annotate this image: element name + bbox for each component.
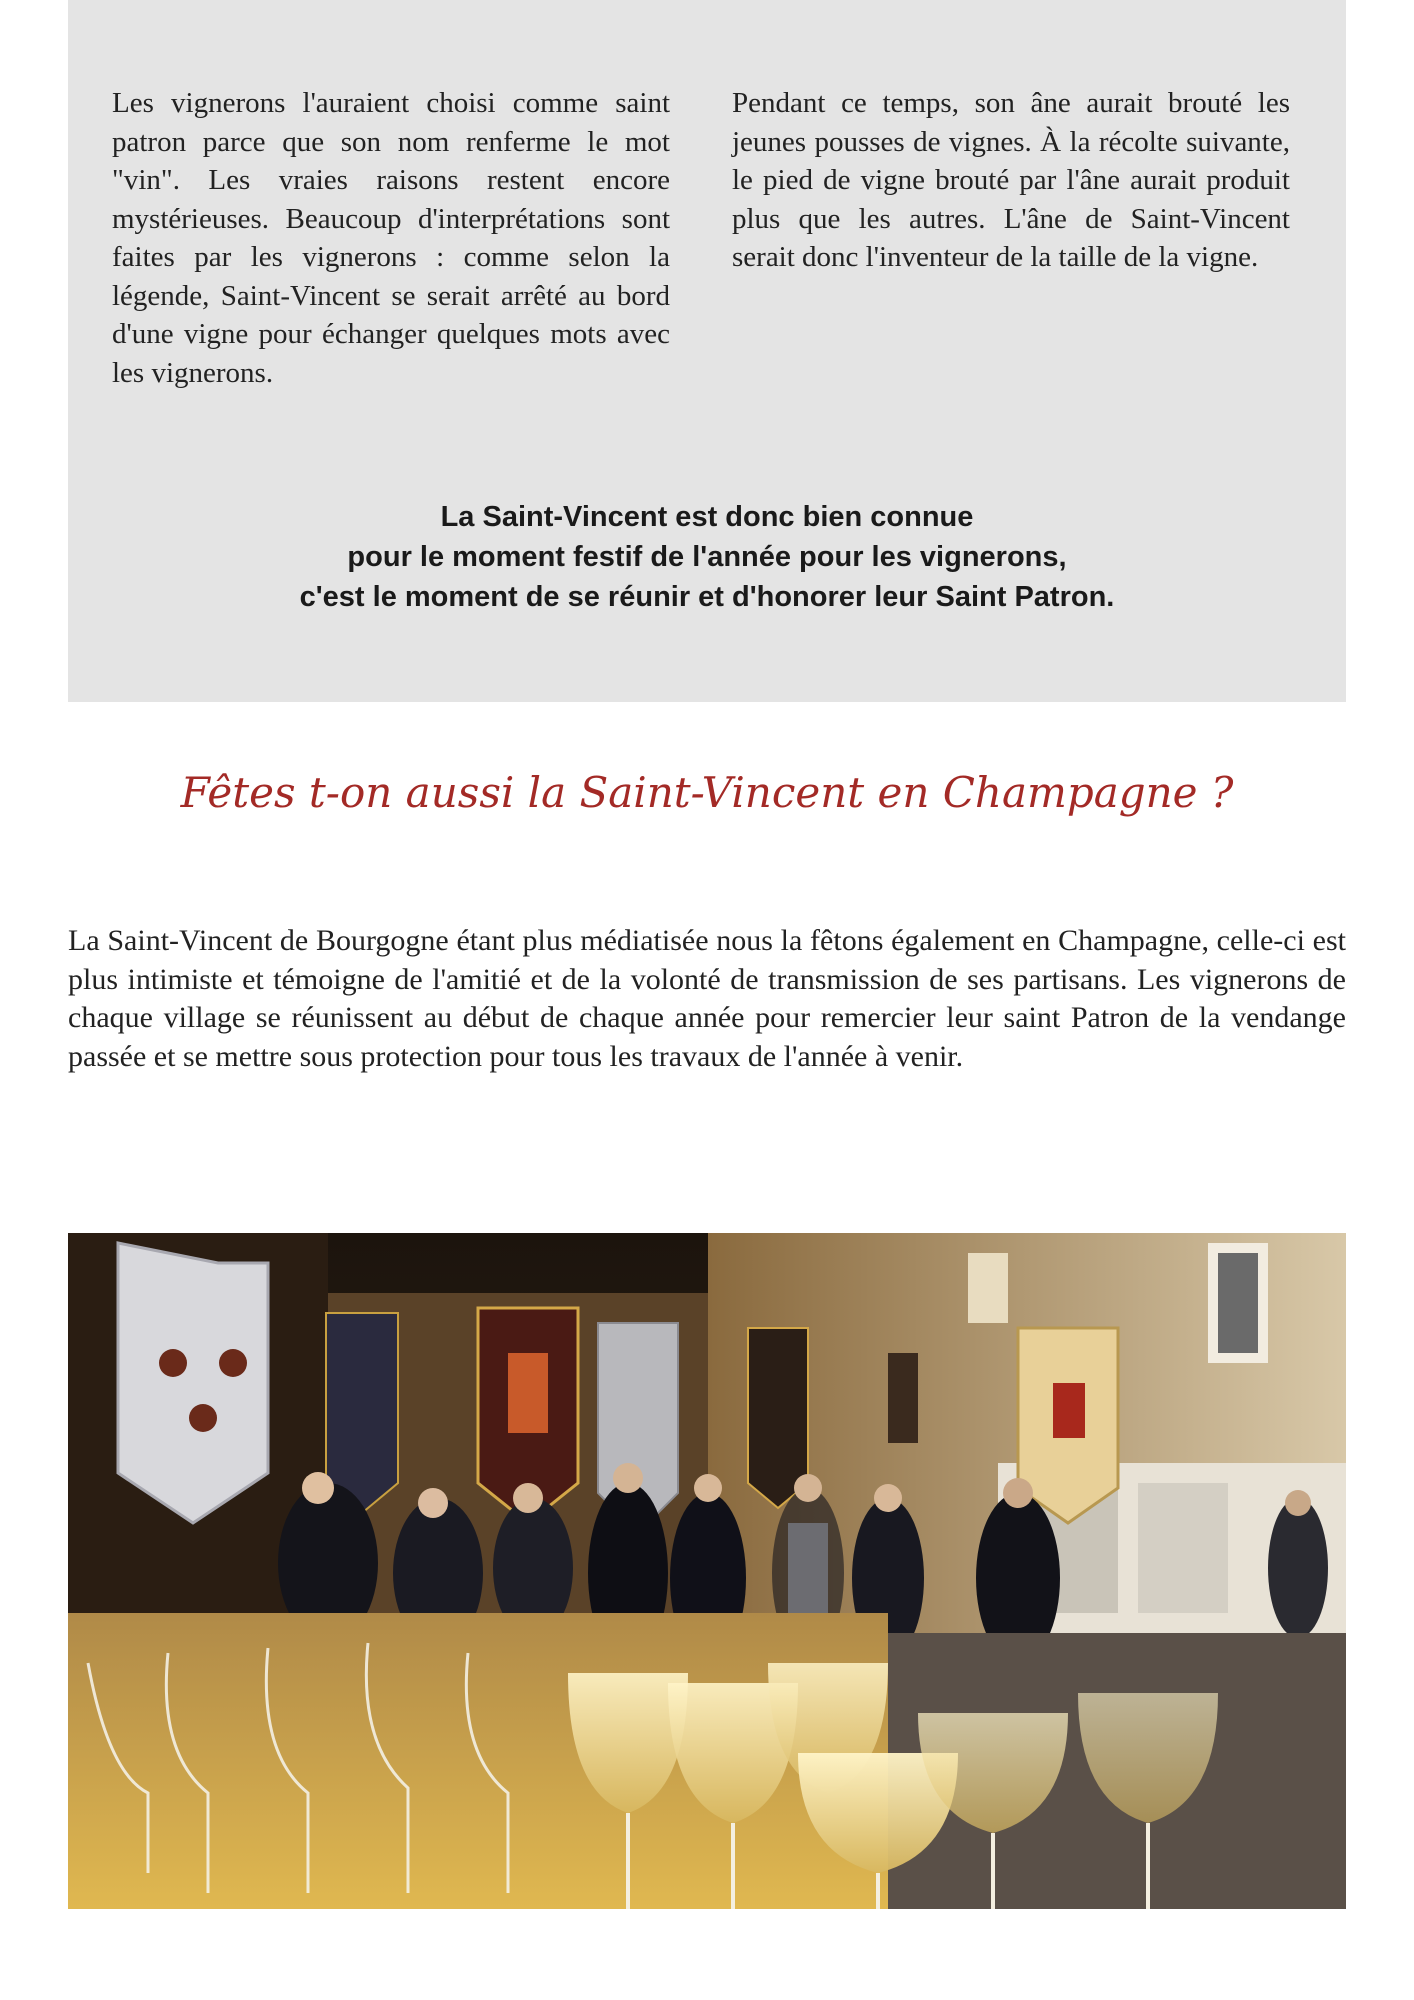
highlight-line: pour le moment festif de l'année pour les vignerons, xyxy=(347,541,1067,573)
section-title: Fêtes t-on aussi la Saint-Vincent en Champagne ? xyxy=(180,768,1234,817)
intro-left-column: Les vignerons l'auraient choisi comme saint patron parce que son nom renferme le mot "vin". Les vraies raisons restent encore mystérieuses. Beaucoup d'interprétations sont faites par les vignerons : comme selon la légende, Saint-Vincent se serait arrêté au bord d'une vigne pour échanger quelques mots avec les vignerons. xyxy=(112,87,670,389)
highlight-quote xyxy=(68,497,1346,617)
highlight-line: c'est le moment de se réunir et d'honorer leur Saint Patron. xyxy=(299,581,1115,613)
photo-saint-vincent-celebration xyxy=(68,1233,1346,1909)
highlight-line: La Saint-Vincent est donc bien connue xyxy=(440,501,974,533)
section-body: La Saint-Vincent de Bourgogne étant plus médiatisée nous la fêtons également en Champagne, celle-ci est plus intimiste et témoigne de l'amitié et de la volonté de transmission de ses partisans. Les vignerons de chaque village se réunissent au début de chaque année pour remercier leur saint Patron de la vendange passée et se mettre sous protection pour tous les travaux de l'année à venir. xyxy=(68,924,1346,1073)
intro-right-column: Pendant ce temps, son âne aurait brouté les jeunes pousses de vignes. À la récolte suivante, le pied de vigne brouté par l'âne aurait produit plus que les autres. L'âne de Saint-Vincent serait donc l'inventeur de la taille de la vigne. xyxy=(732,87,1290,273)
